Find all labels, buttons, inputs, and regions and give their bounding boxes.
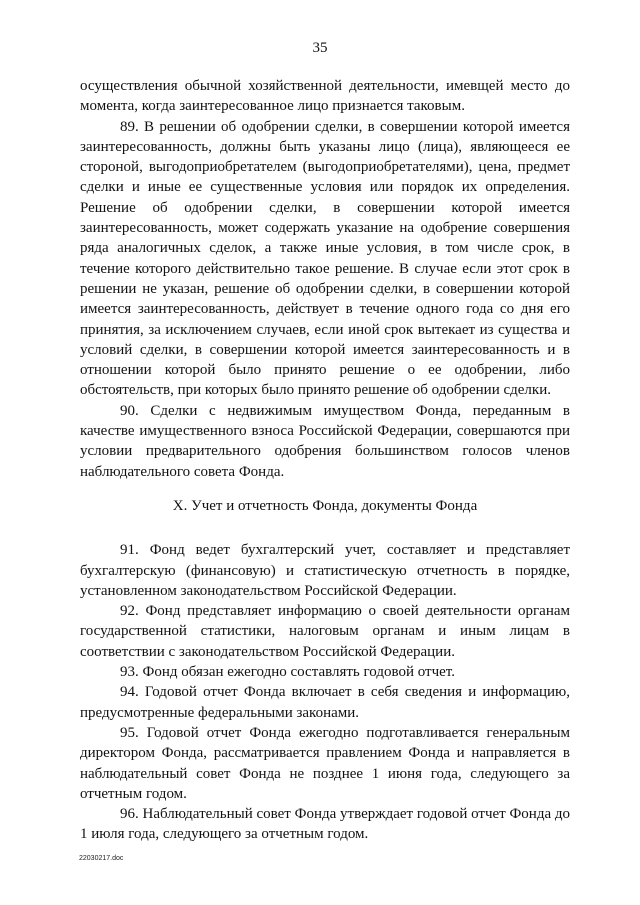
document-body: [80, 76, 570, 845]
page-number: 35: [312, 40, 328, 56]
section-heading: X. Учет и отчетность Фонда, документы Фонда: [172, 497, 478, 514]
paragraph-continuation: осуществления обычной хозяйственной деятельности, имевщей место до момента, когда заинтересованное лицо признается таковым.: [80, 78, 570, 115]
paragraph-94: 94. Годовой отчет Фонда включает в себя сведения и информацию, предусмотренные федеральными законами.: [80, 684, 570, 721]
paragraph-96: 96. Наблюдательный совет Фонда утверждает годовой отчет Фонда до 1 июля года, следующего за отчетным годом.: [80, 806, 571, 843]
paragraph-89: 89. В решении об одобрении сделки, в совершении которой имеется заинтересованность, должны быть указаны лицо (лица), являющееся ее стороной, выгодоприобретателем (выгодоприобретателями), цена, предмет сделки и иные ее существенные условия или порядок их определения. Решение об одобрении сделки, в совершении которой имеется заинтересованность, может содержать указание на одобрение совершения ряда аналогичных сделок, а также иные условия, в том числе срок, в течение которого действительно такое решение. В случае если этот срок в решении не указан, решение об одобрении сделки, в совершении которой имеется заинтересованность, действует в течение одного года со дня его принятия, за исключением случаев, если иной срок вытекает из существа и условий сделки, в совершении которой имеется заинтересованность и в отношении которой было принято решение о ее одобрении, либо обстоятельств, при которых было принято решение об одобрении сделки.: [80, 118, 570, 399]
paragraph-90: 90. Сделки с недвижимым имуществом Фонда, переданным в качестве имущественного взноса Российской Федерации, совершаются при условии предварительного одобрения большинством голосов членов наблюдательного совета Фонда.: [80, 402, 570, 480]
footer-filename: 22030217.doc: [79, 855, 124, 862]
paragraph-93: 93. Фонд обязан ежегодно составлять годовой отчет.: [120, 664, 455, 681]
paragraph-92: 92. Фонд представляет информацию о своей деятельности органам государственной статистики, налоговым органам и иным лицам в соответствии с законодательством Российской Федерации.: [80, 603, 570, 660]
paragraph-91: 91. Фонд ведет бухгалтерский учет, составляет и представляет бухгалтерскую (финансовую) и статистическую отчетность в порядке, установленном законодательством Российской Федерации.: [80, 542, 570, 599]
paragraph-95: 95. Годовой отчет Фонда ежегодно подготавливается генеральным директором Фонда, рассматривается правлением Фонда и направляется в наблюдательный совет Фонда не позднее 1 июня года, следующего за отчетным годом.: [80, 724, 570, 802]
